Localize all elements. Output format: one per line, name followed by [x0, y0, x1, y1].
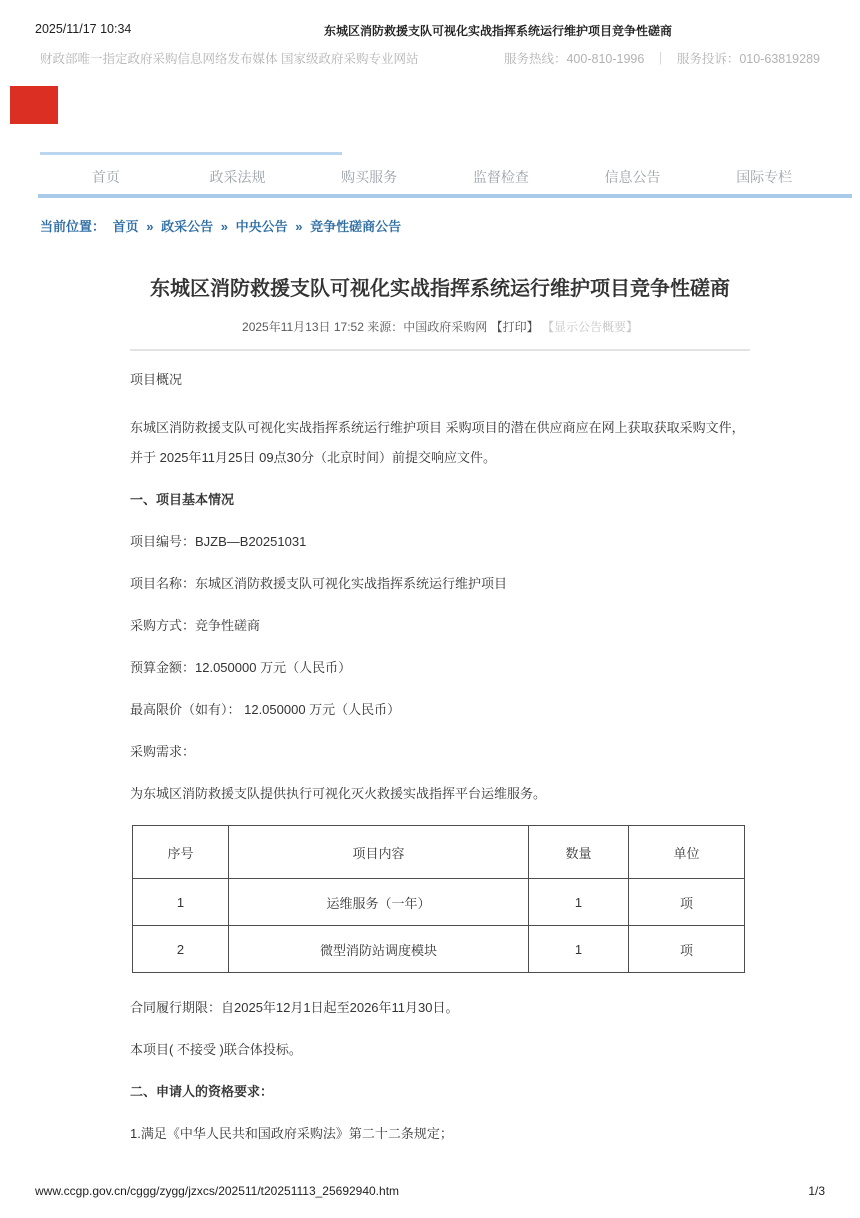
breadcrumb-separator: » [295, 219, 303, 234]
site-subheader [40, 49, 820, 67]
paragraph-overview-heading: 项目概况 [130, 372, 183, 387]
cell-content: 运维服务（一年） [229, 879, 529, 926]
paragraph-demand-label: 采购需求： [130, 744, 196, 759]
col-header-index: 序号 [133, 826, 229, 879]
footer-url: www.ccgp.gov.cn/cggg/zygg/jzxcs/202511/t20251113_25692940.htm [35, 1184, 400, 1198]
nav-item-announcements[interactable]: 信息公告 [604, 169, 661, 185]
paragraph-budget: 预算金额：12.050000 万元（人民币） [130, 660, 352, 675]
cell-index: 1 [133, 879, 229, 926]
breadcrumb-separator: » [146, 219, 154, 234]
section-2-heading: 二、申请人的资格要求： [130, 1084, 274, 1099]
cell-quantity: 1 [529, 926, 629, 973]
breadcrumb-competitive-negotiation[interactable]: 竞争性磋商公告 [310, 219, 402, 234]
nav-item-supervision[interactable]: 监督检查 [472, 169, 529, 185]
print-button[interactable]: 【打印】 [490, 320, 539, 334]
breadcrumb [40, 216, 405, 235]
procurement-items-table [132, 825, 745, 973]
paragraph-demand-detail: 为东城区消防救援支队提供执行可视化灭火救援实战指挥平台运维服务。 [130, 786, 547, 801]
footer-page-number: 1/3 [808, 1184, 825, 1198]
paragraph-project-name: 项目名称：东城区消防救援支队可视化实战指挥系统运行维护项目 [130, 576, 508, 591]
cell-quantity: 1 [529, 879, 629, 926]
breadcrumb-central-announcements[interactable]: 中央公告 [235, 219, 288, 234]
paragraph-overview: 东城区消防救援支队可视化实战指挥系统运行维护项目 采购项目的潜在供应商应在网上获取获取采购文件，并于 2025年11月25日 09点30分（北京时间）前提交响应文件。 [130, 420, 745, 465]
print-datetime: 2025/11/17 10:34 [35, 22, 132, 36]
service-contacts [504, 49, 820, 67]
cell-content: 微型消防站调度模块 [229, 926, 529, 973]
paragraph-price-cap: 最高限价（如有）： 12.050000 万元（人民币） [130, 702, 401, 717]
col-header-unit: 单位 [629, 826, 745, 879]
site-slogan: 财政部唯一指定政府采购信息网络发布媒体 国家级政府采购专业网站 [40, 52, 419, 66]
nav-item-home[interactable]: 首页 [91, 169, 120, 185]
table-row [133, 926, 745, 973]
col-header-content: 项目内容 [229, 826, 529, 879]
col-header-quantity: 数量 [529, 826, 629, 879]
paragraph-procurement-method: 采购方式：竞争性磋商 [130, 618, 261, 633]
show-summary-button[interactable]: 【显示公告概要】 [541, 320, 638, 334]
breadcrumb-home[interactable]: 首页 [112, 219, 139, 234]
nav-bottom-accent-line [38, 194, 852, 198]
paragraph-contract-period: 合同履行期限：自2025年12月1日起至2026年11月30日。 [130, 1000, 459, 1015]
cell-index: 2 [133, 926, 229, 973]
paragraph-project-number: 项目编号：BJZB—B20251031 [130, 534, 307, 549]
breadcrumb-zhengcai-gonggao[interactable]: 政采公告 [161, 219, 214, 234]
site-logo-placeholder-icon [10, 86, 58, 124]
table-row [133, 879, 745, 926]
separator-bar: ｜ [654, 52, 667, 66]
service-complaint: 服务投诉：010-63819289 [676, 52, 820, 66]
article-meta-line [130, 318, 750, 335]
paragraph-qualification-1: 1.满足《中华人民共和国政府采购法》第二十二条规定； [130, 1126, 453, 1141]
nav-top-accent-line [40, 152, 342, 155]
article-date-source: 2025年11月13日 17:52 来源：中国政府采购网 [242, 320, 488, 334]
announcement-article [130, 276, 750, 1155]
cell-unit: 项 [629, 879, 745, 926]
section-1-heading: 一、项目基本情况 [130, 492, 235, 507]
print-footer [35, 1184, 825, 1198]
nav-item-regulations[interactable]: 政采法规 [209, 169, 266, 185]
cell-unit: 项 [629, 926, 745, 973]
service-hotline: 服务热线：400-810-1996 [503, 52, 645, 66]
paragraph-joint-bid: 本项目( 不接受 )联合体投标。 [130, 1042, 302, 1057]
nav-item-purchase-services[interactable]: 购买服务 [341, 169, 398, 185]
main-nav [40, 164, 830, 190]
page-title: 东城区消防救援支队可视化实战指挥系统运行维护项目竞争性磋商 [150, 278, 730, 300]
print-doc-title: 东城区消防救援支队可视化实战指挥系统运行维护项目竞争性磋商 [324, 24, 673, 38]
nav-item-international[interactable]: 国际专栏 [736, 169, 793, 185]
breadcrumb-label: 当前位置： [40, 219, 106, 234]
table-header-row [133, 826, 745, 879]
breadcrumb-separator: » [220, 219, 229, 234]
